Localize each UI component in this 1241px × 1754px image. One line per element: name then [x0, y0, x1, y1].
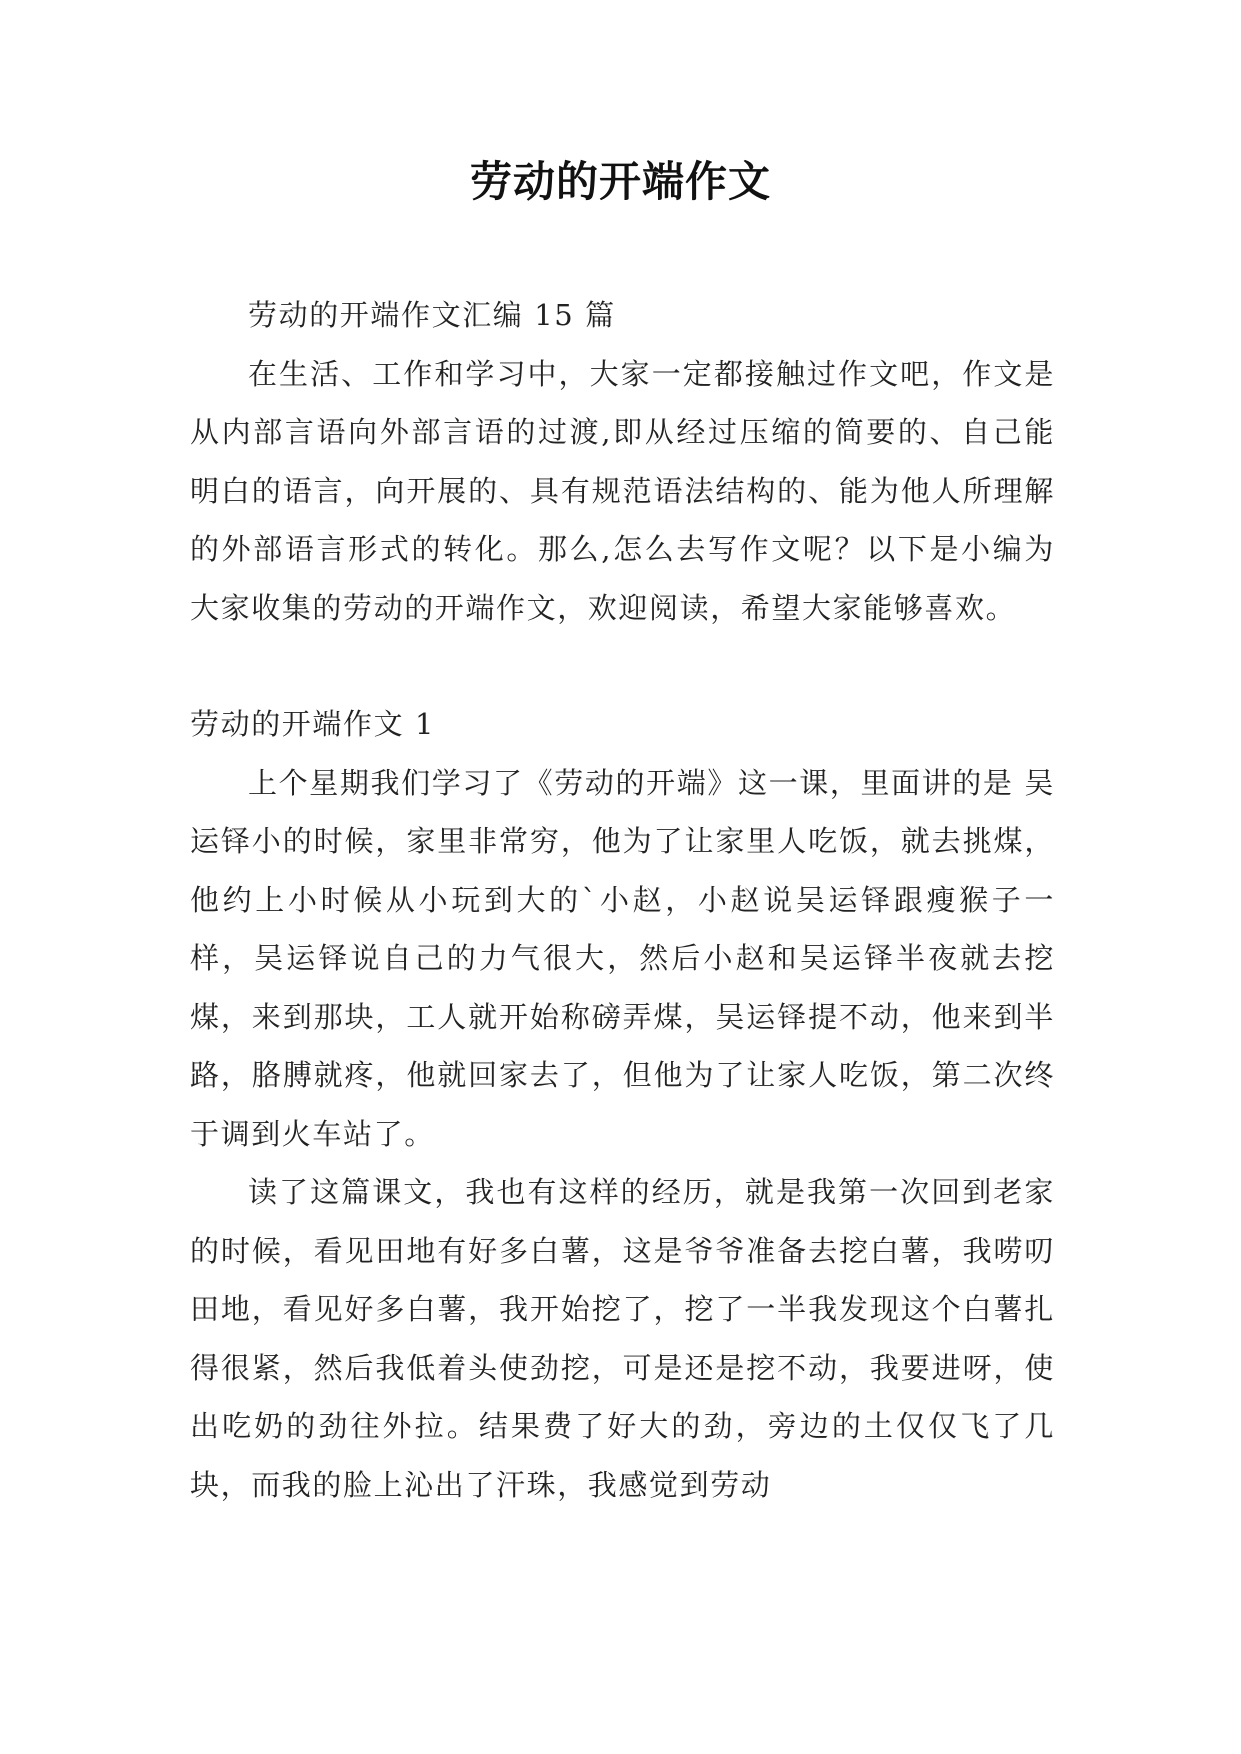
intro-heading: 劳动的开端作文汇编 15 篇 [248, 298, 616, 332]
document-body [190, 286, 1055, 1514]
body-paragraph: 上个星期我们学习了《劳动的开端》这一课，里面讲的是 吴运铎小的时候，家里非常穷，他为了让家里人吃饭，就去挑煤，他约上小时候从小玩到大的`小赵，小赵说吴运铎跟瘦猴子一样，吴运铎说自己的力气很大，然后小赵和吴运铎半夜就去挖煤，来到那块，工人就开始称磅弄煤，吴运铎提不动，他来到半路，胳膊就疼，他就回家去了，但他为了让家人吃饭，第二次终于调到火车站了。 [190, 765, 1055, 1151]
section-heading: 劳动的开端作文 1 [190, 707, 436, 741]
intro-paragraph: 在生活、工作和学习中，大家一定都接触过作文吧，作文是从内部言语向外部言语的过渡,即从经过压缩的简要的、自己能明白的语言，向开展的、具有规范语法结构的、能为他人所理解的外部语言形式的转化。那么,怎么去写作文呢？以下是小编为大家收集的劳动的开端作文，欢迎阅读，希望大家能够喜欢。 [190, 356, 1055, 625]
body-paragraph: 读了这篇课文，我也有这样的经历，就是我第一次回到老家的时候，看见田地有好多白薯，这是爷爷准备去挖白薯，我唠叨田地，看见好多白薯，我开始挖了，挖了一半我发现这个白薯扎得很紧，然后我低着头使劲挖，可是还是挖不动，我要进呀，使出吃奶的劲往外拉。结果费了好大的劲，旁边的土仅仅飞了几块，而我的脸上沁出了汗珠，我感觉到劳动 [190, 1175, 1055, 1502]
document-title: 劳动的开端作文 [469, 157, 771, 206]
